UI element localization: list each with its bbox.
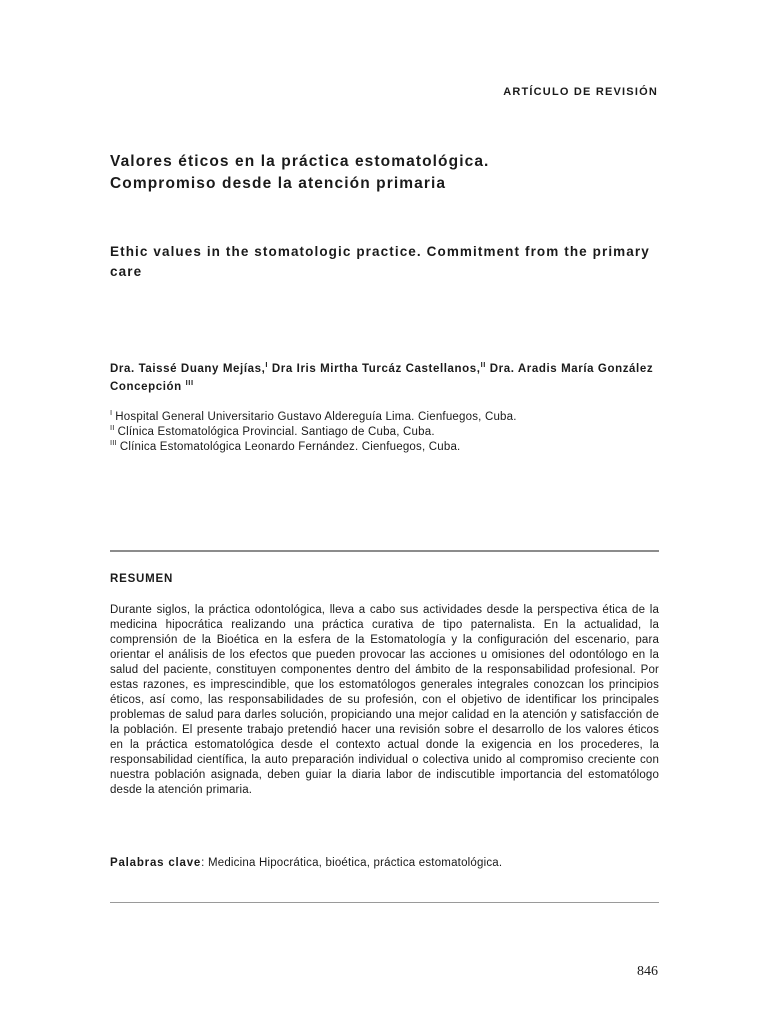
affiliation-item bbox=[110, 425, 660, 440]
author-name: Dra. Taissé Duany Mejías, bbox=[110, 363, 266, 375]
affiliation-item bbox=[110, 410, 660, 425]
spanish-title bbox=[110, 151, 670, 195]
page-number: 846 bbox=[637, 964, 658, 979]
author-affiliation-mark: III bbox=[185, 378, 194, 388]
spanish-title-line-2: Compromiso desde la atención primaria bbox=[110, 175, 447, 192]
section-divider-top bbox=[110, 550, 659, 552]
affiliation-text: Hospital General Universitario Gustavo Aldereguía Lima. Cienfuegos, Cuba. bbox=[115, 411, 517, 423]
affiliation-mark: II bbox=[110, 423, 115, 433]
affiliation-text: Clínica Estomatológica Provincial. Santiago de Cuba, Cuba. bbox=[117, 426, 435, 438]
section-divider-bottom bbox=[110, 902, 659, 903]
affiliation-text: Clínica Estomatológica Leonardo Fernández. Cienfuegos, Cuba. bbox=[119, 441, 461, 453]
author-affiliation-mark: II bbox=[480, 360, 486, 370]
author-name: Dra. Aradis María González Concepción bbox=[110, 363, 654, 393]
section-label: ARTÍCULO DE REVISIÓN bbox=[503, 86, 658, 98]
abstract-body: Durante siglos, la práctica odontológica, lleva a cabo sus actividades desde la perspectiva ética de la medicina hipocrática realizando una práctica curativa de tipo paternalista. En la actualidad, la comprensión de la Bioética en la esfera de la Estomatología y la configuración del escenario, para orientar el análisis de los efectos que pueden provocar las acciones u omisiones del odontólogo en la salud del paciente, constituyen componentes dentro del ámbito de la responsabilidad profesional. Por estas razones, es imprescindible, que los estomatólogos generales integrales conozcan los principios éticos, así como, las responsabilidades de su profesión, con el objetivo de identificar los principales problemas de salud para darles solución, propiciando una mejor calidad en la atención y satisfacción de la población. El presente trabajo pretendió hacer una revisión sobre el desarrollo de los valores éticos en la práctica estomatológica desde el contexto actual donde la exigencia en los procederes, la responsabilidad científica, la auto preparación individual o colectiva unido al compromiso creciente con nuestra población asignada, deben guiar la diaria labor de indiscutible importancia del estomatólogo desde la atención primaria. bbox=[110, 604, 659, 796]
english-title: Ethic values in the stomatologic practice. Commitment from the primary care bbox=[110, 244, 650, 279]
author-list bbox=[110, 360, 660, 396]
keywords-label: Palabras clave bbox=[110, 857, 202, 869]
author-affiliation-mark: I bbox=[265, 360, 269, 370]
author-name: Dra Iris Mirtha Turcáz Castellanos, bbox=[271, 363, 481, 375]
affiliation-mark: I bbox=[110, 408, 113, 418]
spanish-title-line-1: Valores éticos en la práctica estomatológica. bbox=[110, 153, 490, 170]
affiliation-mark: III bbox=[110, 438, 117, 448]
affiliation-item bbox=[110, 440, 660, 455]
keywords-separator: : bbox=[201, 857, 205, 869]
keywords-text: Medicina Hipocrática, bioética, práctica estomatológica. bbox=[207, 857, 503, 869]
affiliation-list bbox=[110, 410, 660, 455]
abstract-heading: RESUMEN bbox=[110, 573, 174, 585]
keywords-line bbox=[110, 857, 659, 869]
